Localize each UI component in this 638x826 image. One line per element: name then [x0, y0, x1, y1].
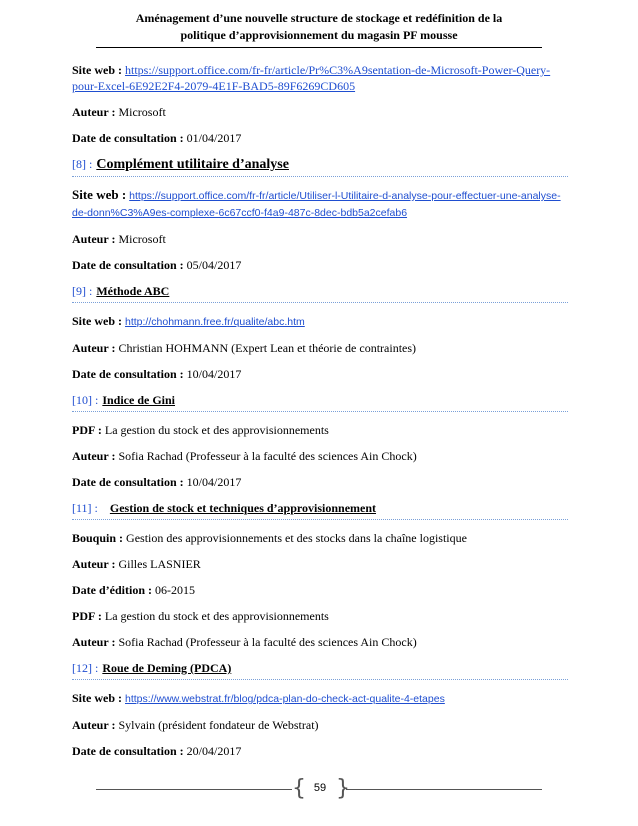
- date-label: Date de consultation :: [72, 258, 184, 272]
- left-brace-icon: {: [292, 776, 306, 801]
- entry8-author-value: Microsoft: [118, 232, 166, 246]
- entry10-author-value: Sofia Rachad (Professeur à la faculté des sciences Ain Chock): [118, 449, 417, 463]
- page-number: 59: [313, 782, 327, 794]
- site-label: Site web :: [72, 691, 122, 705]
- entry10-date: [72, 474, 568, 490]
- entry8-title: Complément utilitaire d’analyse: [96, 157, 289, 172]
- entry11-author-1-value: Gilles LASNIER: [118, 557, 201, 571]
- date-label: Date de consultation :: [72, 744, 184, 758]
- entry12-author-value: Sylvain (président fondateur de Webstrat): [118, 718, 319, 732]
- entry9-site: [72, 313, 568, 330]
- entry8-date: [72, 257, 568, 273]
- author-label: Auteur :: [72, 449, 116, 463]
- entry8-heading: [72, 156, 568, 177]
- author-label: Auteur :: [72, 557, 116, 571]
- entry12-title: Roue de Deming (PDCA): [102, 661, 232, 675]
- entry8-author: [72, 231, 568, 247]
- entry9-number: [9] :: [72, 284, 93, 298]
- entry10-heading: [72, 392, 568, 412]
- author-label: Auteur :: [72, 232, 116, 246]
- running-header: [96, 10, 542, 44]
- footer-rule-left: [96, 789, 292, 790]
- entry12-author: [72, 717, 568, 733]
- entry11-author-2-value: Sofia Rachad (Professeur à la faculté des sciences Ain Chock): [118, 635, 417, 649]
- entry12-heading: [72, 660, 568, 680]
- entry10-date-value: 10/04/2017: [186, 475, 242, 489]
- header-rule: [96, 47, 542, 48]
- entry11-book: [72, 530, 568, 546]
- entry7-date: [72, 130, 568, 146]
- author-label: Auteur :: [72, 341, 116, 355]
- entry9-site-link[interactable]: http://chohmann.free.fr/qualite/abc.htm: [125, 316, 305, 328]
- date-label: Date de consultation :: [72, 367, 184, 381]
- date-label: Date de consultation :: [72, 131, 184, 145]
- entry12-date-value: 20/04/2017: [186, 744, 242, 758]
- references-list: [72, 62, 568, 769]
- entry9-date-value: 10/04/2017: [186, 367, 242, 381]
- entry11-heading: [72, 500, 568, 520]
- entry9-title: Méthode ABC: [96, 284, 170, 298]
- entry9-author: [72, 340, 568, 356]
- right-brace-icon: }: [336, 776, 350, 801]
- entry10-pdf-value: La gestion du stock et des approvisionnements: [104, 423, 329, 437]
- site-label: Site web :: [72, 63, 122, 77]
- entry8-number: [8] :: [72, 157, 93, 171]
- entry8-site: [72, 187, 568, 221]
- entry7-date-value: 01/04/2017: [186, 131, 242, 145]
- author-label: Auteur :: [72, 635, 116, 649]
- edition-date-label: Date d’édition :: [72, 583, 152, 597]
- entry8-date-value: 05/04/2017: [186, 258, 242, 272]
- entry11-title: Gestion de stock et techniques d’approvisionnement: [109, 501, 377, 515]
- entry11-number: [11] :: [72, 501, 98, 515]
- header-line-1: Aménagement d’une nouvelle structure de stockage et redéfinition de la: [135, 11, 503, 25]
- entry7-author-value: Microsoft: [118, 105, 166, 119]
- entry9-heading: [72, 283, 568, 303]
- entry11-book-value: Gestion des approvisionnements et des stocks dans la chaîne logistique: [126, 531, 467, 545]
- book-label: Bouquin :: [72, 531, 124, 545]
- entry12-site-link[interactable]: https://www.webstrat.fr/blog/pdca-plan-do-check-act-qualite-4-etapes: [125, 693, 445, 705]
- entry11-author-1: [72, 556, 568, 572]
- entry12-date: [72, 743, 568, 759]
- entry9-author-value: Christian HOHMANN (Expert Lean et théorie de contraintes): [118, 341, 417, 355]
- entry7-author: [72, 104, 568, 120]
- entry10-author: [72, 448, 568, 464]
- entry12-site: [72, 690, 568, 707]
- entry11-pdf: [72, 608, 568, 624]
- entry8-site-link[interactable]: https://support.office.com/fr-fr/article/Utiliser-l-Utilitaire-d-analyse-pour-effectuer-une-analyse-de-donn%C3%A9es-complexe-6c67ccf0-f4a9-487c-8dec-bdb5a2cefab6: [72, 190, 561, 219]
- entry11-edition-date-value: 06-2015: [155, 583, 195, 597]
- pdf-label: PDF :: [72, 609, 102, 623]
- pdf-label: PDF :: [72, 423, 102, 437]
- entry9-date: [72, 366, 568, 382]
- header-line-2: politique d’approvisionnement du magasin PF mousse: [180, 28, 458, 42]
- footer-rule-right: [346, 789, 542, 790]
- entry10-title: Indice de Gini: [102, 393, 176, 407]
- author-label: Auteur :: [72, 718, 116, 732]
- site-label: Site web :: [72, 187, 127, 202]
- entry10-pdf: [72, 422, 568, 438]
- site-label: Site web :: [72, 314, 122, 328]
- entry7-site-link[interactable]: https://support.office.com/fr-fr/article/Pr%C3%A9sentation-de-Microsoft-Power-Query-pour-Excel-6E92E2F4-2079-4E1F-BAD5-89F6269CD605: [72, 63, 551, 93]
- entry7-site: [72, 62, 568, 94]
- entry11-pdf-value: La gestion du stock et des approvisionnements: [104, 609, 329, 623]
- entry11-edition-date: [72, 582, 568, 598]
- author-label: Auteur :: [72, 105, 116, 119]
- entry12-number: [12] :: [72, 661, 99, 675]
- entry11-author-2: [72, 634, 568, 650]
- entry10-number: [10] :: [72, 393, 99, 407]
- date-label: Date de consultation :: [72, 475, 184, 489]
